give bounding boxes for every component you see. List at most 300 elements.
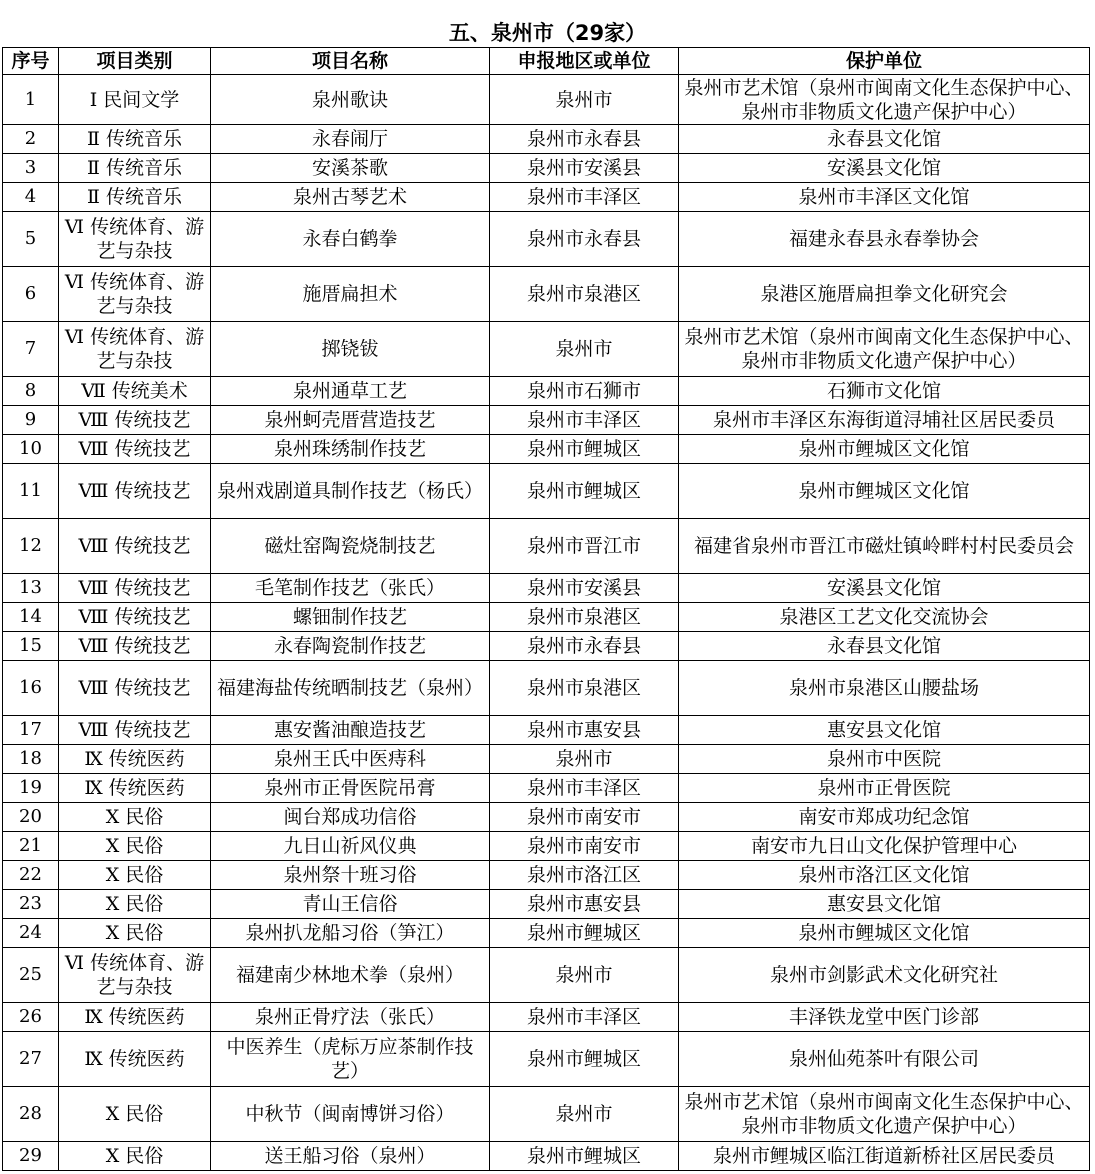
cell-region-text: 泉州市安溪县 bbox=[526, 577, 641, 599]
cell-region-text: 泉州市石狮市 bbox=[526, 380, 641, 402]
cell-region-text: 泉州市泉港区 bbox=[526, 283, 641, 305]
cell-no-text: 26 bbox=[19, 1006, 42, 1027]
cell-category-text: Ⅹ 民俗 bbox=[105, 893, 164, 915]
table-row bbox=[3, 377, 1090, 406]
cell-region bbox=[490, 574, 679, 603]
cell-unit-text: 丰泽铁龙堂中医门诊部 bbox=[788, 1006, 979, 1028]
cell-name bbox=[211, 464, 490, 519]
cell-unit bbox=[679, 948, 1090, 1003]
cell-no-text: 19 bbox=[19, 777, 42, 798]
cell-no-text: 27 bbox=[19, 1048, 42, 1069]
table-row bbox=[3, 267, 1090, 322]
cell-region bbox=[490, 1003, 679, 1032]
cell-no bbox=[3, 603, 59, 632]
cell-unit bbox=[679, 212, 1090, 267]
cell-region bbox=[490, 435, 679, 464]
cell-name-text: 福建南少林地术拳（泉州） bbox=[235, 964, 464, 986]
cell-no bbox=[3, 890, 59, 919]
cell-category-text: Ⅵ 传统体育、游艺与杂技 bbox=[64, 271, 205, 317]
cell-category-text: Ⅷ 传统技艺 bbox=[78, 677, 191, 699]
cell-unit-text: 泉州市剑影武术文化研究社 bbox=[769, 964, 998, 986]
cell-category-text: Ⅸ 传统医药 bbox=[84, 1006, 185, 1028]
cell-category bbox=[59, 832, 211, 861]
cell-no-text: 17 bbox=[19, 719, 42, 740]
cell-region-text: 泉州市 bbox=[555, 338, 613, 360]
cell-name-text: 泉州戏剧道具制作技艺（杨氏） bbox=[216, 480, 483, 502]
cell-name-text: 永春陶瓷制作技艺 bbox=[273, 635, 426, 657]
cell-name-text: 泉州王氏中医痔科 bbox=[273, 748, 426, 770]
cell-unit bbox=[679, 632, 1090, 661]
cell-region-text: 泉州市惠安县 bbox=[526, 719, 641, 741]
cell-region-text: 泉州市惠安县 bbox=[526, 893, 641, 915]
cell-name bbox=[211, 632, 490, 661]
cell-no bbox=[3, 919, 59, 948]
table-row bbox=[3, 745, 1090, 774]
cell-category-text: Ⅸ 传统医药 bbox=[84, 1048, 185, 1070]
cell-category-text: Ⅸ 传统医药 bbox=[84, 777, 185, 799]
cell-category-text: Ⅷ 传统技艺 bbox=[78, 535, 191, 557]
cell-unit-text: 泉州市艺术馆（泉州市闽南文化生态保护中心、泉州市非物质文化遗产保护中心） bbox=[684, 1091, 1084, 1137]
cell-unit-text: 泉州市洛江区文化馆 bbox=[798, 864, 970, 886]
cell-category bbox=[59, 803, 211, 832]
cell-name bbox=[211, 183, 490, 212]
cell-unit-text: 福建永春县永春拳协会 bbox=[788, 228, 979, 250]
cell-category-text: Ⅷ 传统技艺 bbox=[78, 719, 191, 741]
cell-unit bbox=[679, 1087, 1090, 1142]
cell-unit bbox=[679, 125, 1090, 154]
cell-no-text: 10 bbox=[19, 438, 42, 459]
cell-name bbox=[211, 890, 490, 919]
cell-category-text: Ⅶ 传统美术 bbox=[81, 380, 188, 402]
cell-no bbox=[3, 1087, 59, 1142]
cell-no-text: 20 bbox=[19, 806, 42, 827]
header-name: 项目名称 bbox=[211, 48, 490, 75]
cell-category bbox=[59, 75, 211, 125]
cell-unit bbox=[679, 1032, 1090, 1087]
cell-no-text: 23 bbox=[19, 893, 42, 914]
cell-unit bbox=[679, 183, 1090, 212]
cell-name bbox=[211, 803, 490, 832]
cell-unit-text: 福建省泉州市晋江市磁灶镇岭畔村村民委员会 bbox=[693, 535, 1074, 557]
cell-no-text: 13 bbox=[19, 577, 42, 598]
cell-region bbox=[490, 125, 679, 154]
cell-no bbox=[3, 574, 59, 603]
cell-name-text: 中秋节（闽南博饼习俗） bbox=[245, 1103, 455, 1125]
cell-region-text: 泉州市 bbox=[555, 748, 613, 770]
cell-region bbox=[490, 803, 679, 832]
cell-unit-text: 安溪县文化馆 bbox=[826, 157, 941, 179]
table-row bbox=[3, 1032, 1090, 1087]
cell-name-text: 磁灶窑陶瓷烧制技艺 bbox=[264, 535, 436, 557]
cell-name-text: 泉州蚵壳厝营造技艺 bbox=[264, 409, 436, 431]
cell-no bbox=[3, 774, 59, 803]
cell-unit bbox=[679, 377, 1090, 406]
cell-region-text: 泉州市洛江区 bbox=[526, 864, 641, 886]
header-region: 申报地区或单位 bbox=[490, 48, 679, 75]
table-body bbox=[3, 75, 1090, 1171]
table-row bbox=[3, 1087, 1090, 1142]
cell-unit-text: 泉州市鲤城区文化馆 bbox=[798, 438, 970, 460]
cell-no bbox=[3, 267, 59, 322]
cell-no bbox=[3, 75, 59, 125]
cell-name bbox=[211, 1087, 490, 1142]
cell-region bbox=[490, 919, 679, 948]
header-row bbox=[3, 48, 1090, 75]
cell-region bbox=[490, 464, 679, 519]
cell-unit-text: 泉州市鲤城区临江街道新桥社区居民委员 bbox=[712, 1145, 1055, 1167]
cell-category bbox=[59, 267, 211, 322]
cell-region-text: 泉州市鲤城区 bbox=[526, 438, 641, 460]
cell-category bbox=[59, 890, 211, 919]
cell-no-text: 9 bbox=[24, 409, 37, 430]
cell-category-text: Ⅵ 传统体育、游艺与杂技 bbox=[64, 952, 205, 998]
cell-no-text: 21 bbox=[19, 835, 42, 856]
cell-region bbox=[490, 212, 679, 267]
cell-name-text: 中医养生（虎标万应茶制作技艺） bbox=[226, 1036, 474, 1082]
cell-category-text: Ⅱ 传统音乐 bbox=[87, 128, 182, 150]
table-row bbox=[3, 803, 1090, 832]
table-row bbox=[3, 435, 1090, 464]
cell-region bbox=[490, 832, 679, 861]
cell-region bbox=[490, 661, 679, 716]
cell-category-text: Ⅹ 民俗 bbox=[105, 922, 164, 944]
cell-name-text: 泉州正骨疗法（张氏） bbox=[254, 1006, 445, 1028]
cell-region-text: 泉州市南安市 bbox=[526, 806, 641, 828]
cell-name-text: 施厝扁担术 bbox=[302, 283, 398, 305]
cell-region-text: 泉州市永春县 bbox=[526, 228, 641, 250]
cell-name bbox=[211, 377, 490, 406]
table-title: 五、泉州市（29家） bbox=[448, 21, 647, 45]
cell-name-text: 泉州歌诀 bbox=[311, 88, 388, 111]
cell-no bbox=[3, 464, 59, 519]
cell-region bbox=[490, 632, 679, 661]
cell-no bbox=[3, 632, 59, 661]
cell-region bbox=[490, 183, 679, 212]
cell-no-text: 8 bbox=[24, 380, 37, 401]
cell-category bbox=[59, 574, 211, 603]
cell-no bbox=[3, 716, 59, 745]
cell-name bbox=[211, 212, 490, 267]
cell-no bbox=[3, 435, 59, 464]
cell-name-text: 安溪茶歌 bbox=[311, 157, 388, 179]
cell-no-text: 5 bbox=[24, 228, 37, 249]
cell-category-text: Ⅷ 传统技艺 bbox=[78, 480, 191, 502]
cell-category-text: Ⅷ 传统技艺 bbox=[78, 577, 191, 599]
cell-unit bbox=[679, 716, 1090, 745]
cell-name-text: 泉州珠绣制作技艺 bbox=[273, 438, 426, 460]
cell-region bbox=[490, 603, 679, 632]
cell-unit-text: 惠安县文化馆 bbox=[826, 719, 941, 741]
cell-no bbox=[3, 1142, 59, 1171]
cell-no bbox=[3, 406, 59, 435]
cell-no-text: 7 bbox=[24, 338, 37, 359]
cell-region-text: 泉州市南安市 bbox=[526, 835, 641, 857]
cell-unit-text: 泉州市丰泽区文化馆 bbox=[798, 186, 970, 208]
cell-category bbox=[59, 948, 211, 1003]
cell-no-text: 6 bbox=[24, 283, 37, 304]
table-row bbox=[3, 716, 1090, 745]
cell-region-text: 泉州市鲤城区 bbox=[526, 480, 641, 502]
cell-name-text: 掷铙钹 bbox=[321, 338, 379, 360]
cell-unit bbox=[679, 464, 1090, 519]
cell-name-text: 泉州祭十班习俗 bbox=[283, 864, 417, 886]
cell-region bbox=[490, 1142, 679, 1171]
cell-category bbox=[59, 632, 211, 661]
cell-no-text: 25 bbox=[19, 964, 42, 985]
cell-unit-text: 泉州市鲤城区文化馆 bbox=[798, 480, 970, 502]
cell-name-text: 惠安酱油酿造技艺 bbox=[273, 719, 426, 741]
cell-category-text: Ⅱ 传统音乐 bbox=[87, 186, 182, 208]
table-row bbox=[3, 1142, 1090, 1171]
cell-unit bbox=[679, 661, 1090, 716]
cell-unit bbox=[679, 832, 1090, 861]
cell-no-text: 28 bbox=[19, 1103, 42, 1124]
table-row bbox=[3, 948, 1090, 1003]
table-row bbox=[3, 774, 1090, 803]
cell-category-text: Ⅷ 传统技艺 bbox=[78, 438, 191, 460]
cell-no-text: 15 bbox=[19, 635, 42, 656]
cell-region bbox=[490, 154, 679, 183]
cell-name bbox=[211, 267, 490, 322]
cell-name-text: 九日山祈风仪典 bbox=[283, 835, 417, 857]
cell-category bbox=[59, 661, 211, 716]
cell-category-text: Ⅵ 传统体育、游艺与杂技 bbox=[64, 326, 205, 372]
cell-name bbox=[211, 716, 490, 745]
cell-category-text: Ⅵ 传统体育、游艺与杂技 bbox=[64, 216, 205, 262]
cell-region-text: 泉州市丰泽区 bbox=[526, 777, 641, 799]
cell-region bbox=[490, 267, 679, 322]
cell-unit-text: 惠安县文化馆 bbox=[826, 893, 941, 915]
cell-category-text: Ⅷ 传统技艺 bbox=[78, 635, 191, 657]
cell-unit-text: 南安市九日山文化保护管理中心 bbox=[750, 835, 1017, 857]
cell-category-text: Ⅰ 民间文学 bbox=[89, 88, 180, 111]
cell-name bbox=[211, 435, 490, 464]
cell-no-text: 3 bbox=[24, 157, 37, 178]
cell-name bbox=[211, 1032, 490, 1087]
cell-category-text: Ⅷ 传统技艺 bbox=[78, 606, 191, 628]
cell-name bbox=[211, 1142, 490, 1171]
cell-unit bbox=[679, 803, 1090, 832]
cell-region bbox=[490, 890, 679, 919]
header-unit: 保护单位 bbox=[679, 48, 1090, 75]
cell-unit bbox=[679, 890, 1090, 919]
table-row bbox=[3, 632, 1090, 661]
cell-unit bbox=[679, 919, 1090, 948]
cell-no-text: 4 bbox=[24, 186, 37, 207]
cell-unit-text: 泉州仙苑茶叶有限公司 bbox=[788, 1048, 979, 1070]
cell-unit-text: 泉州市正骨医院 bbox=[817, 777, 951, 799]
cell-unit-text: 泉州市中医院 bbox=[826, 748, 941, 770]
cell-no-text: 12 bbox=[19, 535, 42, 556]
cell-name bbox=[211, 774, 490, 803]
cell-category bbox=[59, 435, 211, 464]
cell-unit bbox=[679, 435, 1090, 464]
cell-region bbox=[490, 1032, 679, 1087]
cell-name bbox=[211, 919, 490, 948]
cell-name bbox=[211, 603, 490, 632]
table-row bbox=[3, 154, 1090, 183]
cell-name-text: 送王船习俗（泉州） bbox=[264, 1145, 436, 1167]
cell-no-text: 2 bbox=[24, 128, 37, 149]
cell-category bbox=[59, 183, 211, 212]
cell-no bbox=[3, 125, 59, 154]
cell-category bbox=[59, 774, 211, 803]
cell-unit-text: 泉州市鲤城区文化馆 bbox=[798, 922, 970, 944]
cell-no-text: 24 bbox=[19, 922, 42, 943]
cell-region-text: 泉州市晋江市 bbox=[526, 535, 641, 557]
cell-name-text: 福建海盐传统晒制技艺（泉州） bbox=[216, 677, 483, 699]
table-row bbox=[3, 603, 1090, 632]
cell-region bbox=[490, 745, 679, 774]
cell-category bbox=[59, 377, 211, 406]
cell-region bbox=[490, 75, 679, 125]
cell-no bbox=[3, 519, 59, 574]
cell-region bbox=[490, 948, 679, 1003]
cell-unit-text: 永春县文化馆 bbox=[826, 635, 941, 657]
cell-category bbox=[59, 1003, 211, 1032]
table-row bbox=[3, 919, 1090, 948]
cell-name-text: 永春白鹤拳 bbox=[302, 228, 398, 250]
cell-unit-text: 南安市郑成功纪念馆 bbox=[798, 806, 970, 828]
cell-unit-text: 泉州市泉港区山腰盐场 bbox=[788, 677, 979, 699]
cell-no bbox=[3, 745, 59, 774]
cell-region-text: 泉州市丰泽区 bbox=[526, 409, 641, 431]
cell-no bbox=[3, 948, 59, 1003]
cell-category bbox=[59, 716, 211, 745]
cell-no bbox=[3, 212, 59, 267]
cell-unit-text: 永春县文化馆 bbox=[826, 128, 941, 150]
cell-category bbox=[59, 745, 211, 774]
cell-region bbox=[490, 774, 679, 803]
cell-name-text: 泉州通草工艺 bbox=[292, 380, 407, 402]
table-row bbox=[3, 75, 1090, 125]
cell-region-text: 泉州市丰泽区 bbox=[526, 186, 641, 208]
cell-category-text: Ⅸ 传统医药 bbox=[84, 748, 185, 770]
cell-unit-text: 石狮市文化馆 bbox=[826, 380, 941, 402]
cell-unit-text: 泉港区施厝扁担拳文化研究会 bbox=[760, 283, 1008, 305]
cell-region-text: 泉州市鲤城区 bbox=[526, 1145, 641, 1167]
cell-unit bbox=[679, 267, 1090, 322]
cell-region-text: 泉州市 bbox=[555, 88, 613, 111]
cell-region-text: 泉州市泉港区 bbox=[526, 677, 641, 699]
cell-unit bbox=[679, 1142, 1090, 1171]
cell-category bbox=[59, 603, 211, 632]
cell-name bbox=[211, 832, 490, 861]
cell-category bbox=[59, 1087, 211, 1142]
cell-name bbox=[211, 75, 490, 125]
cell-category bbox=[59, 1032, 211, 1087]
cell-category bbox=[59, 519, 211, 574]
cell-category bbox=[59, 125, 211, 154]
cell-category-text: Ⅹ 民俗 bbox=[105, 1145, 164, 1167]
cell-category bbox=[59, 322, 211, 377]
table-row bbox=[3, 832, 1090, 861]
cell-name-text: 螺钿制作技艺 bbox=[292, 606, 407, 628]
cell-name-text: 青山王信俗 bbox=[302, 893, 398, 915]
cell-region bbox=[490, 716, 679, 745]
table-row bbox=[3, 519, 1090, 574]
cell-category-text: Ⅱ 传统音乐 bbox=[87, 157, 182, 179]
cell-name-text: 永春闹厅 bbox=[311, 128, 388, 150]
cell-no bbox=[3, 154, 59, 183]
cell-unit bbox=[679, 574, 1090, 603]
cell-name-text: 泉州扒龙船习俗（笋江） bbox=[245, 922, 455, 944]
cell-category-text: Ⅷ 传统技艺 bbox=[78, 409, 191, 431]
cell-name bbox=[211, 661, 490, 716]
cell-unit-text: 泉州市丰泽区东海街道浔埔社区居民委员 bbox=[712, 409, 1055, 431]
cell-unit bbox=[679, 519, 1090, 574]
cell-no-text: 16 bbox=[19, 677, 42, 698]
cell-unit bbox=[679, 406, 1090, 435]
cell-region bbox=[490, 519, 679, 574]
cell-category-text: Ⅹ 民俗 bbox=[105, 806, 164, 828]
cell-region-text: 泉州市永春县 bbox=[526, 635, 641, 657]
table-row bbox=[3, 212, 1090, 267]
cell-region bbox=[490, 1087, 679, 1142]
cell-region bbox=[490, 322, 679, 377]
table-row bbox=[3, 183, 1090, 212]
cell-category bbox=[59, 212, 211, 267]
cell-no bbox=[3, 803, 59, 832]
cell-no-text: 14 bbox=[19, 606, 42, 627]
cell-name bbox=[211, 406, 490, 435]
cell-region-text: 泉州市丰泽区 bbox=[526, 1006, 641, 1028]
cell-region bbox=[490, 861, 679, 890]
cell-category bbox=[59, 861, 211, 890]
cell-region-text: 泉州市 bbox=[555, 964, 613, 986]
cell-name bbox=[211, 322, 490, 377]
cell-region-text: 泉州市安溪县 bbox=[526, 157, 641, 179]
cell-no bbox=[3, 183, 59, 212]
header-no: 序号 bbox=[3, 48, 59, 75]
heritage-table bbox=[2, 47, 1090, 1171]
table-row bbox=[3, 464, 1090, 519]
cell-no bbox=[3, 322, 59, 377]
cell-unit bbox=[679, 603, 1090, 632]
cell-name bbox=[211, 519, 490, 574]
table-row bbox=[3, 322, 1090, 377]
cell-no-text: 18 bbox=[19, 748, 42, 769]
cell-name bbox=[211, 154, 490, 183]
cell-name-text: 毛笔制作技艺（张氏） bbox=[254, 577, 445, 599]
cell-category bbox=[59, 154, 211, 183]
cell-region-text: 泉州市 bbox=[555, 1103, 613, 1125]
table-row bbox=[3, 661, 1090, 716]
cell-name-text: 泉州市正骨医院吊膏 bbox=[264, 777, 436, 799]
cell-unit-text: 安溪县文化馆 bbox=[826, 577, 941, 599]
table-row bbox=[3, 861, 1090, 890]
cell-name-text: 泉州古琴艺术 bbox=[292, 186, 407, 208]
cell-category-text: Ⅹ 民俗 bbox=[105, 1103, 164, 1125]
table-row bbox=[3, 125, 1090, 154]
cell-unit bbox=[679, 322, 1090, 377]
cell-category bbox=[59, 919, 211, 948]
cell-no-text: 29 bbox=[19, 1145, 42, 1166]
cell-region-text: 泉州市永春县 bbox=[526, 128, 641, 150]
cell-name bbox=[211, 574, 490, 603]
cell-region-text: 泉州市鲤城区 bbox=[526, 1048, 641, 1070]
cell-no bbox=[3, 861, 59, 890]
cell-category bbox=[59, 464, 211, 519]
cell-unit bbox=[679, 745, 1090, 774]
cell-unit bbox=[679, 75, 1090, 125]
cell-unit bbox=[679, 154, 1090, 183]
cell-name-text: 闽台郑成功信俗 bbox=[283, 806, 417, 828]
cell-no bbox=[3, 832, 59, 861]
cell-unit bbox=[679, 861, 1090, 890]
cell-category-text: Ⅹ 民俗 bbox=[105, 835, 164, 857]
table-row bbox=[3, 406, 1090, 435]
